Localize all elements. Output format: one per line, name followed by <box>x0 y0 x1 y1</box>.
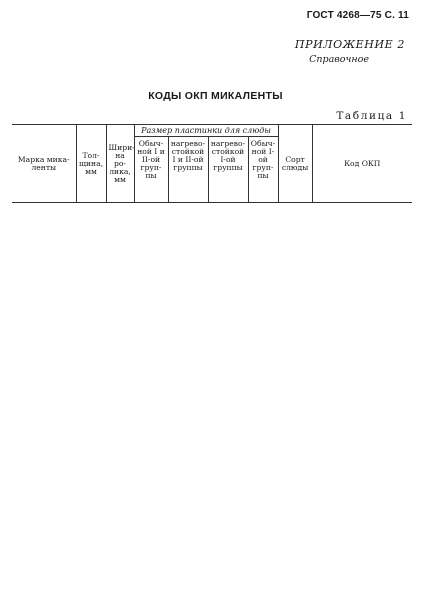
col-header-code: Код ОКП <box>312 125 412 203</box>
col-header-thickness: Толщина, мм <box>76 125 106 203</box>
col-header-mark: Марка микаленты <box>12 125 76 203</box>
okp-codes-table <box>12 124 412 203</box>
standard-header: ГОСТ 4268—75 С. 11 <box>306 10 409 21</box>
col-header-roller-width: Ширина ролика, мм <box>106 125 134 203</box>
col-header-c1: Обычной I и II-ой группы <box>134 137 168 203</box>
table-label: Таблица 1 <box>336 110 407 122</box>
appendix-title: ПРИЛОЖЕНИЕ 2 <box>294 38 405 51</box>
document-title: КОДЫ ОКП МИКАЛЕНТЫ <box>148 90 283 102</box>
col-header-c4: Обычной I-ой группы <box>248 137 278 203</box>
col-header-grade: Сорт слюды <box>278 125 312 203</box>
col-header-plate-size: Размер пластинки для слюды <box>134 125 278 137</box>
col-header-c2: нагревостойкой I и II-ой группы <box>168 137 208 203</box>
appendix-subtitle: Справочное <box>309 54 369 65</box>
col-header-c3: нагревостойкой I-ой группы <box>208 137 248 203</box>
